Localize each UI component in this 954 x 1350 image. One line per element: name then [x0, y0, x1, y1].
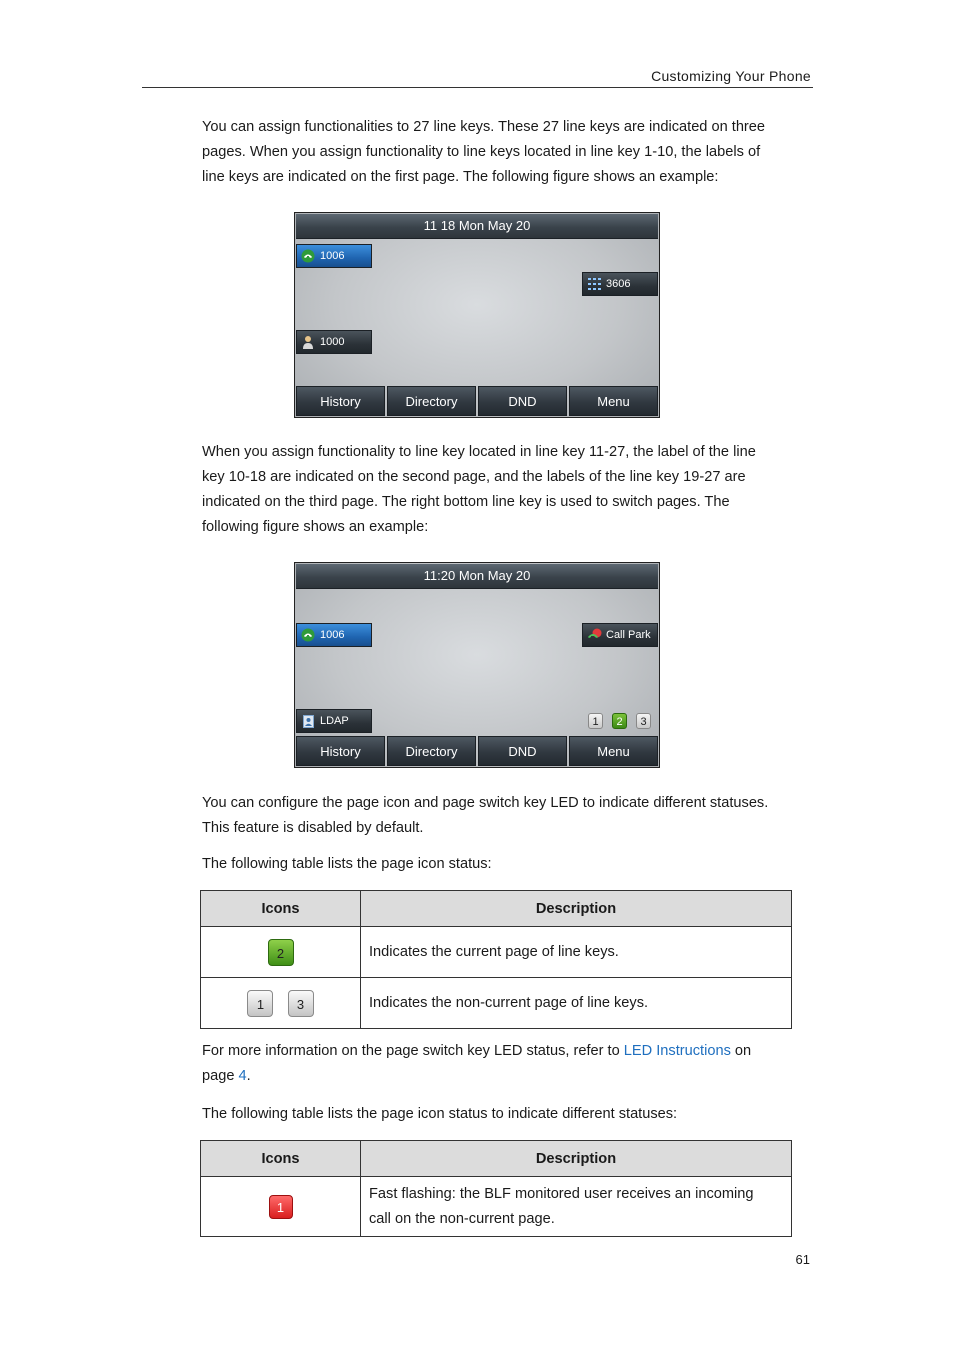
softkey-history[interactable]: History: [296, 736, 385, 766]
line-key-label: 1000: [320, 336, 345, 348]
table-header-row: [201, 1141, 792, 1177]
text-line: You can assign functionalities to 27 line keys. These 27 line keys are indicated on three: [202, 119, 766, 135]
page-indicator-1[interactable]: 1: [588, 713, 603, 729]
page-reference-link[interactable]: 4: [238, 1068, 247, 1084]
header-divider: [142, 87, 813, 88]
description-cell: Indicates the non-current page of line keys.: [361, 978, 792, 1029]
phone-handset-icon: [300, 248, 316, 264]
table-row: [201, 978, 792, 1029]
text-line: This feature is disabled by default.: [202, 820, 424, 836]
led-note-text: on: [730, 1043, 752, 1059]
second-paragraph: [202, 440, 812, 540]
status-bar-time: 11:20 Mon May 20: [296, 564, 658, 589]
text-line: key 10-18 are indicated on the second page, and the labels of the line key 19-27 are: [202, 469, 746, 485]
line-key-label: LDAP: [320, 715, 349, 727]
line-key-call-park[interactable]: [582, 623, 658, 647]
line-key-label: 3606: [606, 278, 631, 290]
icons-cell: [201, 927, 361, 978]
icons-cell: [201, 1177, 361, 1237]
text-line: following figure shows an example:: [202, 519, 429, 535]
description-cell: Indicates the current page of line keys.: [361, 927, 792, 978]
phone-handset-icon: [300, 627, 316, 643]
phone-screen-page-1: [294, 212, 660, 418]
alert-page-icon: 1: [269, 1195, 293, 1219]
page-icon-alert-table: [200, 1140, 792, 1237]
icons-cell: [201, 978, 361, 1029]
text-line: indicated on the third page. The right bottom line key is used to switch pages. The: [202, 494, 730, 510]
page-header-title: Customizing Your Phone: [651, 68, 811, 84]
line-key-label: 1006: [320, 250, 345, 262]
intro-paragraph: [202, 115, 812, 190]
softkey-menu[interactable]: Menu: [569, 386, 658, 416]
status-bar-time: 11 18 Mon May 20: [296, 214, 658, 239]
current-page-icon: 2: [268, 939, 294, 966]
text-line: [202, 1039, 812, 1064]
text-line: pages. When you assign functionality to line keys located in line key 1-10, the labels of: [202, 144, 761, 160]
softkey-dnd[interactable]: DND: [478, 736, 567, 766]
page-indicator-2[interactable]: 2: [612, 713, 627, 729]
line-key-label: Call Park: [606, 629, 651, 641]
column-header-description: Description: [361, 1141, 792, 1177]
phone-screen-page-2: [294, 562, 660, 768]
led-note-text: .: [246, 1068, 251, 1084]
softkey-bar: [296, 736, 658, 766]
softkey-directory[interactable]: Directory: [387, 736, 476, 766]
softkey-history[interactable]: History: [296, 386, 385, 416]
table1-intro: The following table lists the page icon status:: [202, 856, 492, 872]
line-key-2[interactable]: [582, 272, 658, 296]
user-icon: [300, 334, 316, 350]
softkey-directory[interactable]: Directory: [387, 386, 476, 416]
table-header-row: [201, 891, 792, 927]
softkey-bar: [296, 386, 658, 416]
text-line: [202, 1064, 812, 1089]
line-key-1[interactable]: [296, 244, 372, 268]
led-note-paragraph: [202, 1039, 812, 1089]
table-row: [201, 1177, 792, 1237]
line-key-ldap[interactable]: [296, 709, 372, 733]
keypad-grid-icon: [586, 276, 602, 292]
led-note-text: page: [202, 1068, 239, 1084]
table2-intro: The following table lists the page icon status to indicate different statuses:: [202, 1106, 678, 1122]
softkey-menu[interactable]: Menu: [569, 736, 658, 766]
table-row: [201, 927, 792, 978]
non-current-page-icon: 1: [247, 990, 273, 1017]
description-cell: [361, 1177, 792, 1237]
text-line: Fast flashing: the BLF monitored user receives an incoming: [369, 1185, 754, 1202]
page-icon-status-table: [200, 890, 792, 1029]
softkey-dnd[interactable]: DND: [478, 386, 567, 416]
line-key-3[interactable]: [296, 330, 372, 354]
column-header-description: Description: [361, 891, 792, 927]
third-paragraph: [202, 791, 817, 841]
text-line: call on the non-current page.: [369, 1210, 555, 1227]
led-note-text: For more information on the page switch key LED status, refer to: [202, 1043, 624, 1059]
page-indicator-3[interactable]: 3: [636, 713, 651, 729]
text-line: When you assign functionality to line key located in line key 11-27, the label of the line: [202, 444, 756, 460]
text-line: line keys are indicated on the first page. The following figure shows an example:: [202, 169, 719, 185]
column-header-icons: Icons: [201, 1141, 361, 1177]
call-park-icon: [586, 627, 602, 643]
line-key-1[interactable]: [296, 623, 372, 647]
page-number: 61: [795, 1252, 810, 1267]
contact-book-icon: [300, 713, 316, 729]
non-current-page-icon: 3: [288, 990, 314, 1017]
led-instructions-link[interactable]: LED Instructions: [623, 1043, 731, 1059]
text-line: You can configure the page icon and page switch key LED to indicate different statuses.: [202, 795, 769, 811]
line-key-label: 1006: [320, 629, 345, 641]
column-header-icons: Icons: [201, 891, 361, 927]
